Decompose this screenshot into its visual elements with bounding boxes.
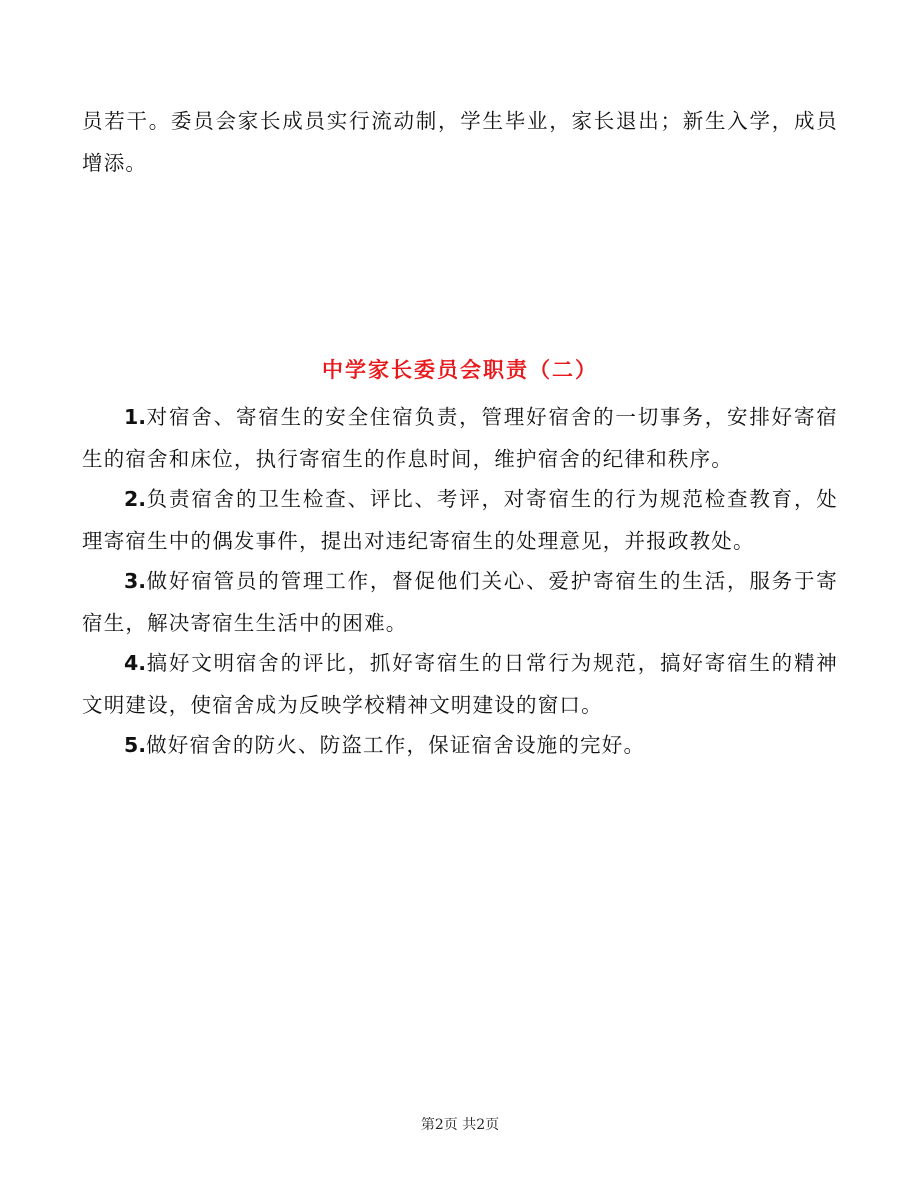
list-item xyxy=(82,478,838,562)
list-item xyxy=(82,642,838,726)
item-text: 对宿舍、寄宿生的安全住宿负责，管理好宿舍的一切事务，安排好寄宿生的宿舍和床位，执行寄宿生的作息时间，维护宿舍的纪律和秩序。 xyxy=(82,405,838,471)
item-text: 做好宿管员的管理工作，督促他们关心、爱护寄宿生的生活，服务于寄宿生，解决寄宿生生活中的困难。 xyxy=(82,569,838,635)
item-text: 做好宿舍的防火、防盗工作，保证宿舍设施的完好。 xyxy=(146,733,646,757)
item-number: 5. xyxy=(124,733,147,757)
item-text: 负责宿舍的卫生检查、评比、考评，对寄宿生的行为规范检查教育，处理寄宿生中的偶发事件，提出对违纪寄宿生的处理意见，并报政教处。 xyxy=(82,487,838,553)
item-number: 4. xyxy=(124,651,147,675)
item-text: 搞好文明宿舍的评比，抓好寄宿生的日常行为规范，搞好寄宿生的精神文明建设，使宿舍成为反映学校精神文明建设的窗口。 xyxy=(82,651,838,717)
item-number: 3. xyxy=(124,569,147,593)
section-title: 中学家长委员会职责（二） xyxy=(322,357,598,382)
page-number-footer: 第2页 共2页 xyxy=(420,1117,500,1133)
item-number: 2. xyxy=(124,487,147,511)
continuation-paragraph: 员若干。委员会家长成员实行流动制，学生毕业，家长退出；新生入学，成员增添。 xyxy=(82,109,838,175)
item-number: 1. xyxy=(124,405,147,429)
list-item xyxy=(82,560,838,644)
list-item xyxy=(82,724,838,766)
list-item xyxy=(82,396,838,480)
